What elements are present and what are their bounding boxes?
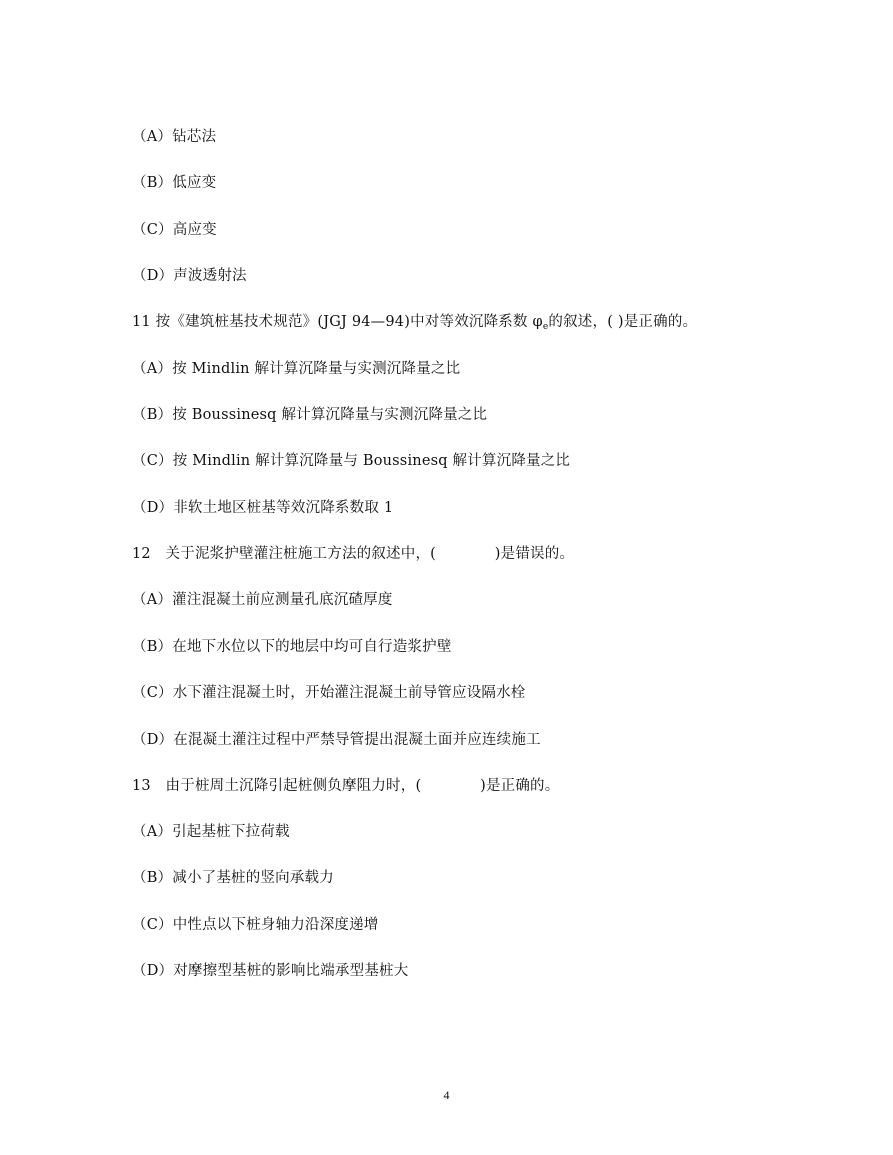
q10-option-a: （A）钻芯法 bbox=[132, 129, 217, 145]
q12-option-c: （C）水下灌注混凝土时，开始灌注混凝土前导管应设隔水栓 bbox=[132, 685, 526, 701]
q13-option-b: （B）减小了基桩的竖向承载力 bbox=[132, 870, 334, 886]
q12-option-d: （D）在混凝土灌注过程中严禁导管提出混凝土面并应连续施工 bbox=[132, 732, 541, 748]
q10-option-d: （D）声波透射法 bbox=[132, 268, 247, 284]
q10-option-b: （B）低应变 bbox=[132, 175, 217, 191]
q13-option-c: （C）中性点以下桩身轴力沿深度递增 bbox=[132, 917, 379, 933]
q11-option-a: （A）按 Mindlin 解计算沉降量与实测沉降量之比 bbox=[132, 361, 461, 377]
q13-stem: 13 由于桩周土沉降引起桩侧负摩阻力时，( )是正确的。 bbox=[132, 778, 560, 794]
q10-option-c: （C）高应变 bbox=[132, 222, 217, 238]
q11-stem-after: 的叙述，( )是正确的。 bbox=[548, 314, 698, 330]
q11-stem-subscript: e bbox=[542, 322, 549, 332]
q12-stem: 12 关于泥浆护壁灌注桩施工方法的叙述中，( )是错误的。 bbox=[132, 546, 575, 562]
q11-stem bbox=[132, 313, 697, 336]
q12-option-b: （B）在地下水位以下的地层中均可自行造浆护壁 bbox=[132, 639, 452, 655]
q11-option-c: （C）按 Mindlin 解计算沉降量与 Boussinesq 解计算沉降量之比 bbox=[132, 453, 571, 469]
q11-option-d: （D）非软土地区桩基等效沉降系数取 1 bbox=[132, 500, 394, 516]
page-number: 4 bbox=[443, 1088, 450, 1102]
q13-option-d: （D）对摩擦型基桩的影响比端承型基桩大 bbox=[132, 963, 409, 979]
q11-stem-before: 11 按《建筑桩基技术规范》(JGJ 94—94)中对等效沉降系数 φ bbox=[132, 314, 543, 330]
q11-option-b: （B）按 Boussinesq 解计算沉降量与实测沉降量之比 bbox=[132, 407, 488, 423]
q13-option-a: （A）引起基桩下拉荷载 bbox=[132, 824, 290, 840]
q12-option-a: （A）灌注混凝土前应测量孔底沉碴厚度 bbox=[132, 592, 393, 608]
